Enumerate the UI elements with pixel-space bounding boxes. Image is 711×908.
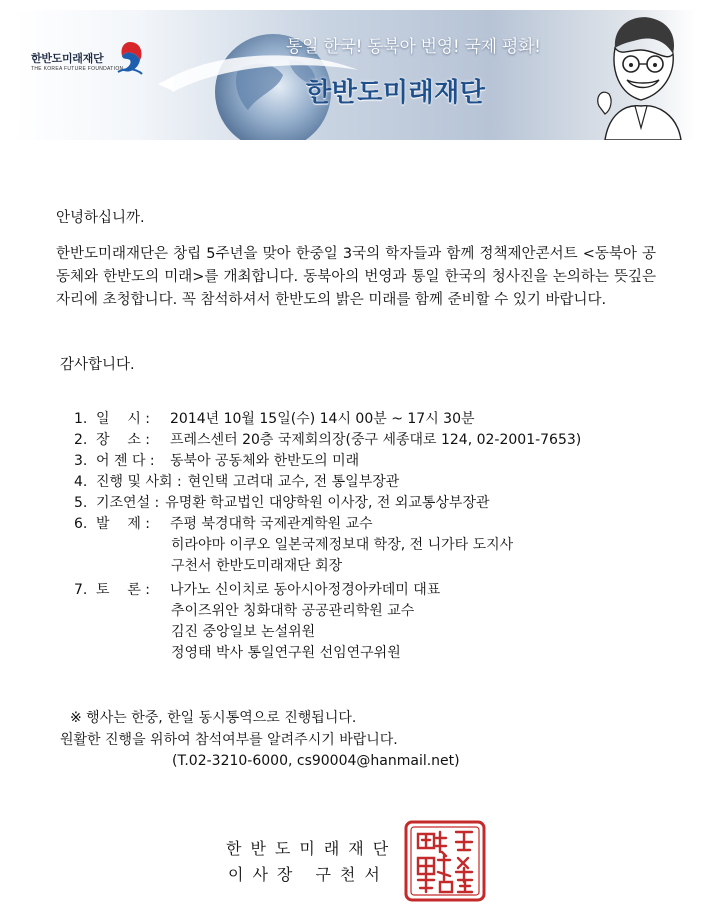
logo-name: 한반도미래재단	[31, 53, 104, 65]
detail-number: 4.	[74, 474, 88, 490]
detail-item-moderator	[74, 472, 581, 493]
detail-value: 유명환 학교법인 대양학원 이사장, 전 외교통상부장관	[165, 495, 490, 511]
detail-continuation: 구천서 한반도미래재단 회장	[171, 558, 343, 574]
detail-number: 2.	[74, 432, 88, 448]
signature-title-name: 이사장 구천서	[228, 865, 389, 884]
foundation-logo-icon	[114, 38, 146, 78]
detail-number: 1.	[74, 411, 88, 427]
thanks-line: 감사합니다.	[60, 357, 135, 373]
invitation-body: 한반도미래재단은 창립 5주년을 맞아 한중일 3국의 학자들과 함께 정책제안콘서트 <동북아 공동체와 한반도의 미래>를 개최합니다. 동북아의 번영과 통일 한국의 청사진을 논의하는 뜻깊은 자리에 초청합니다. 꼭 참석하셔서 한반도의 밝은 미래를 함께 준비할 수 있기 바랍니다.	[56, 246, 656, 308]
detail-continuation: 히라야마 이쿠오 일본국제정보대 학장, 전 니가타 도지사	[171, 537, 514, 553]
detail-number: 5.	[74, 495, 88, 511]
rsvp-request: 원활한 진행을 위하여 참석여부를 알려주시기 바랍니다.	[60, 732, 398, 748]
detail-continuation: 김진 중앙일보 논설위원	[171, 624, 316, 640]
interpretation-note: ※ 행사는 한중, 한일 동시통역으로 진행됩니다.	[70, 710, 357, 726]
contact-info: (T.02-3210-6000, cs90004@hanmail.net)	[172, 753, 460, 769]
detail-number: 7.	[74, 582, 88, 598]
signature-organization: 한반도미래재단	[226, 839, 398, 858]
detail-item-agenda	[74, 451, 581, 472]
detail-item-venue	[74, 430, 581, 451]
greeting: 안녕하십니까.	[56, 210, 145, 226]
detail-continuation: 추이즈위안 칭화대학 공공관리학원 교수	[171, 603, 415, 619]
detail-item-discussion	[74, 580, 581, 601]
detail-continuation: 정영태 박사 통일연구원 선임연구위원	[171, 645, 401, 661]
detail-item-date	[74, 409, 581, 430]
slogan: 통일 한국! 동북아 번영! 국제 평화!	[286, 37, 541, 57]
detail-number: 3.	[74, 453, 88, 469]
detail-value: 나가노 신이치로 동아시아정경아카데미 대표	[170, 582, 441, 598]
detail-value: 2014년 10월 15일(수) 14시 00분 ~ 17시 30분	[170, 411, 475, 427]
detail-label: 장 소 :	[96, 432, 151, 448]
chairman-caricature-icon	[585, 10, 695, 140]
detail-label: 진행 및 사회 :	[96, 474, 182, 490]
detail-label: 발 제 :	[96, 516, 151, 532]
detail-number: 6.	[74, 516, 88, 532]
detail-label: 어 젠 다 :	[96, 453, 155, 469]
detail-label: 기조연설 :	[96, 495, 160, 511]
detail-label: 토 론 :	[96, 582, 151, 598]
logo-english-name: THE KOREA FUTURE FOUNDATION	[31, 66, 124, 72]
event-details-list	[74, 409, 581, 664]
detail-value: 현인택 고려대 교수, 전 통일부장관	[187, 474, 400, 490]
detail-label: 일 시 :	[96, 411, 151, 427]
detail-value: 동북아 공동체와 한반도의 미래	[170, 453, 360, 469]
official-seal-icon	[402, 818, 488, 904]
detail-value: 프레스센터 20층 국제회의장(중구 세종대로 124, 02-2001-7653)	[170, 432, 582, 448]
detail-item-presentation	[74, 514, 581, 535]
header-banner	[13, 10, 696, 140]
foundation-title: 한반도미래재단	[306, 78, 486, 108]
detail-item-keynote	[74, 493, 581, 514]
detail-value: 주평 북경대학 국제관계학원 교수	[170, 516, 373, 532]
